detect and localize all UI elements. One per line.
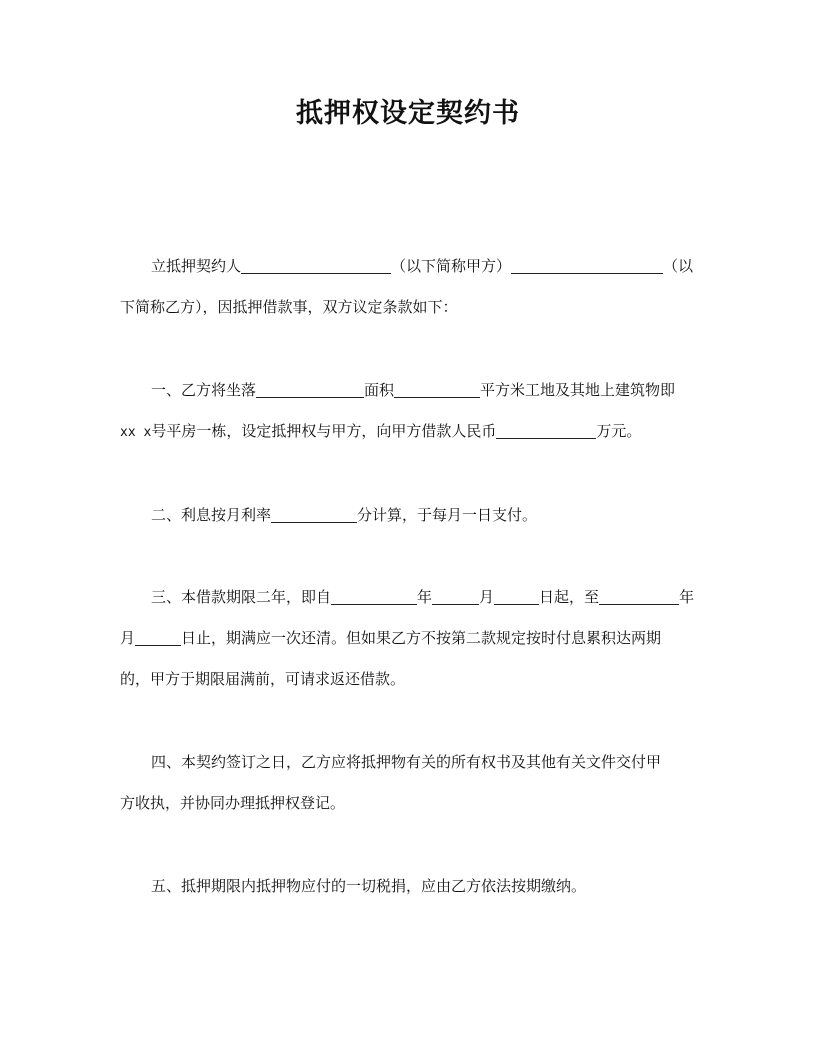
clause-4-line-2: 方收执，并协同办理抵押权登记。 (120, 794, 346, 812)
intro-line-2: 下简称乙方），因抵押借款事，双方议定条款如下： (120, 298, 458, 316)
clause-3-paragraph (120, 577, 696, 700)
start-day-blank (494, 587, 539, 605)
loan-amount-blank (496, 421, 596, 439)
intro-paragraph (120, 246, 696, 328)
location-blank (256, 380, 364, 398)
clause-1-paragraph (120, 370, 696, 452)
clause-3-text-a: 三、本借款期限二年，即自 (151, 588, 332, 606)
clause-3-text-e: 年 (679, 588, 695, 606)
clause-3-text-b: 年 (417, 588, 433, 606)
end-month-blank (135, 628, 181, 646)
clause-1-line-1 (120, 370, 696, 411)
clause-1-text-e: 号平房一栋，设定抵押权与甲方，向甲方借款人民币 (151, 422, 497, 440)
intro-text-a: 立抵押契约人 (151, 257, 242, 275)
party-b-blank (511, 256, 663, 274)
end-year-blank (599, 587, 679, 605)
intro-text-c: （以 (663, 257, 694, 275)
clause-1-text-c: 平方米工地及其地上建筑物即 (480, 381, 676, 399)
clause-3-text-g: 日止，期满应一次还清。但如果乙方不按第二款规定按时付息累积达两期 (181, 629, 662, 647)
clause-3-line-2 (120, 618, 696, 659)
party-a-blank (241, 256, 391, 274)
clause-3-text-f: 月 (120, 629, 136, 647)
clause-1-text-b: 面积 (364, 381, 395, 399)
clause-2-text-b: 分计算，于每月一日支付。 (357, 506, 538, 524)
clause-3-text-c: 月 (479, 588, 495, 606)
interest-rate-blank (271, 505, 357, 523)
clause-5-paragraph (120, 866, 696, 907)
intro-line-1 (120, 246, 696, 287)
intro-text-b: （以下简称甲方） (391, 257, 512, 275)
clause-3-line-3: 的，甲方于期限届满前，可请求返还借款。 (120, 670, 406, 688)
clause-1-text-d: xx x (120, 425, 152, 440)
clause-1-line-2 (120, 411, 696, 452)
clause-1-text-a: 一、乙方将坐落 (151, 381, 257, 399)
clause-2-text-a: 二、利息按月利率 (151, 506, 272, 524)
clause-4-line-1: 四、本契约签订之日，乙方应将抵押物有关的所有权书及其他有关文件交付甲 (151, 753, 662, 771)
clause-1-text-f: 万元。 (596, 422, 642, 440)
clause-4-paragraph (120, 742, 696, 824)
start-year-blank (331, 587, 417, 605)
document-title: 抵押权设定契约书 (296, 98, 520, 129)
start-month-blank (432, 587, 479, 605)
clause-3-text-d: 日起，至 (539, 588, 600, 606)
area-blank (394, 380, 480, 398)
clause-5-line-1: 五、抵押期限内抵押物应付的一切税捐，应由乙方依法按期缴纳。 (151, 877, 587, 895)
clause-2-line-1 (120, 495, 696, 536)
clause-2-paragraph (120, 495, 696, 536)
clause-3-line-1 (120, 577, 696, 618)
